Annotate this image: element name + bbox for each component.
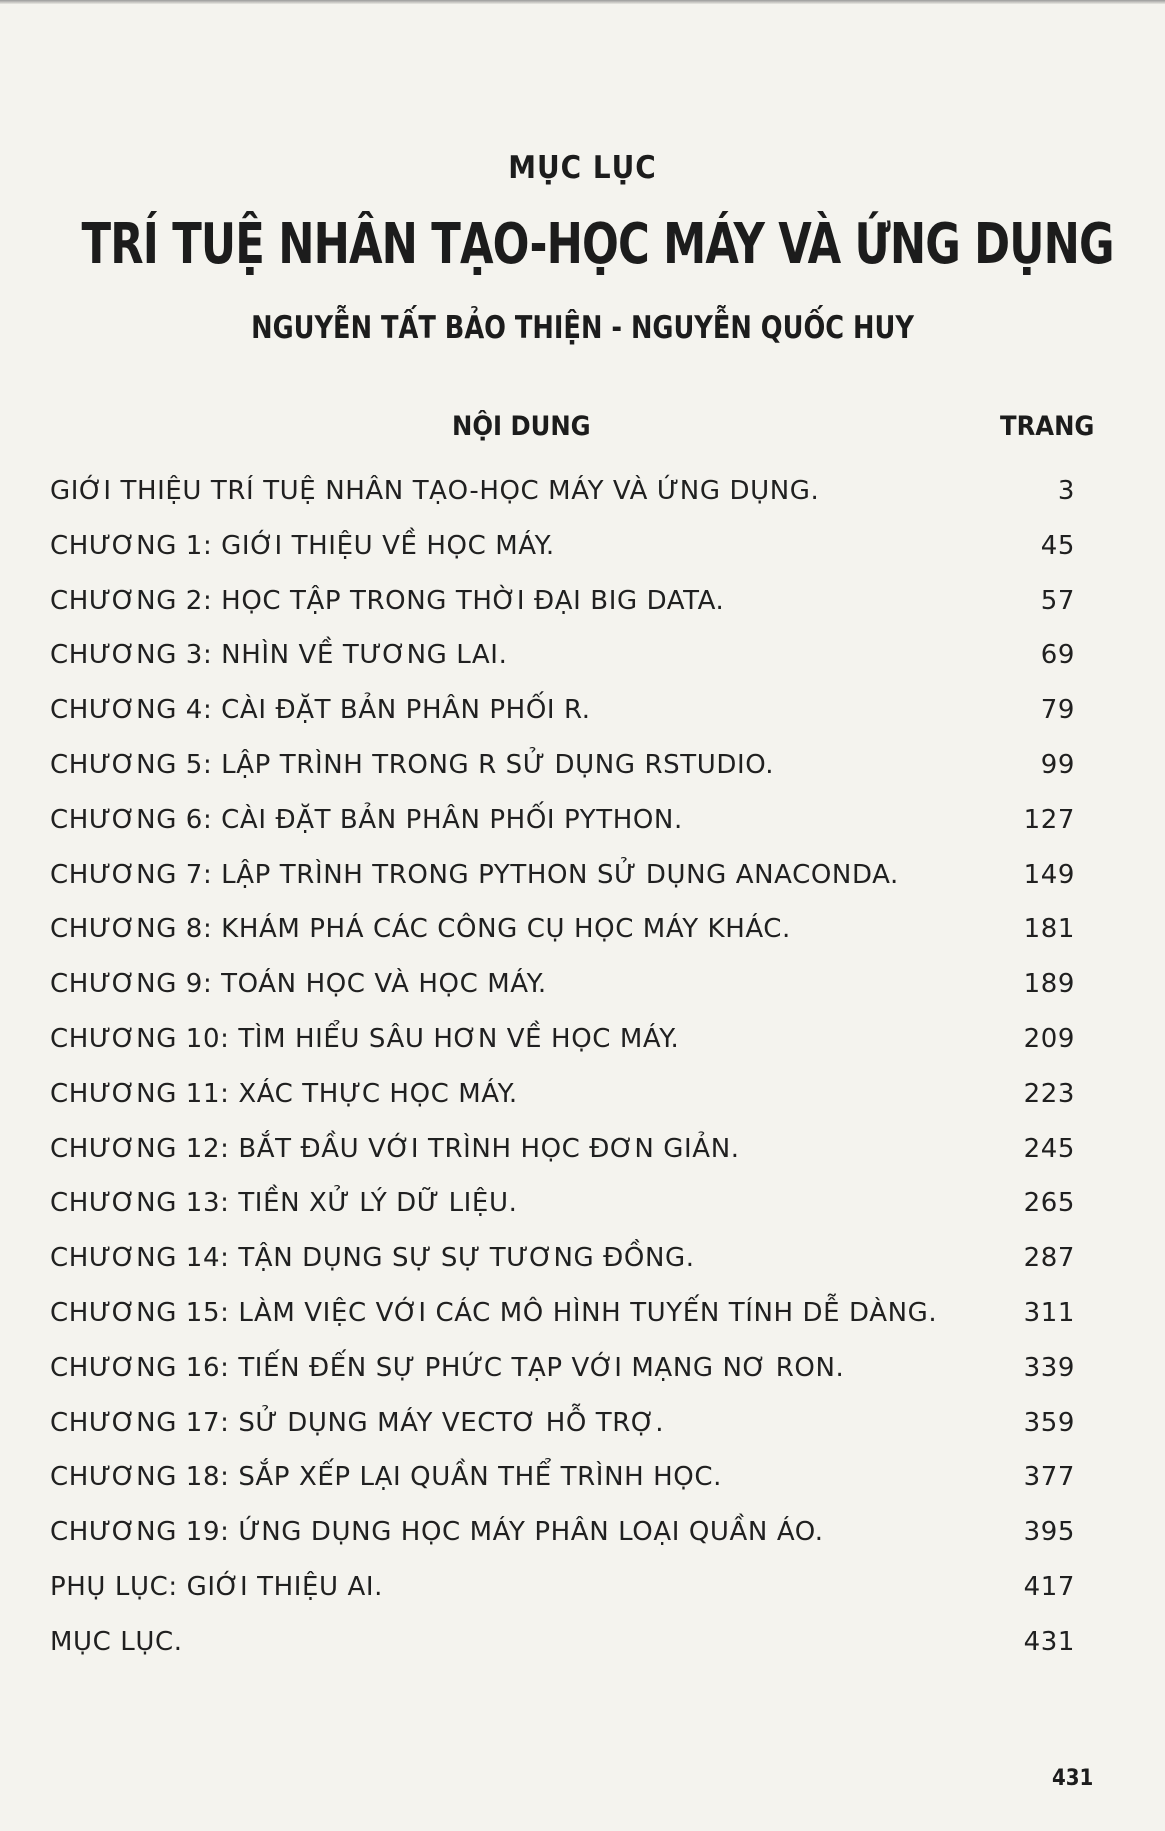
toc-entry-title: MỤC LỤC. [50,1626,183,1657]
toc-entry-title: CHƯƠNG 16: TIẾN ĐẾN SỰ PHỨC TẠP VỚI MẠNG NƠ RON. [50,1352,845,1383]
toc-entry-page: 395 [1023,1517,1075,1548]
toc-entry [50,1134,1075,1189]
toc-entry [50,695,1075,750]
toc-entry-title: CHƯƠNG 13: TIỀN XỬ LÝ DỮ LIỆU. [50,1188,518,1219]
toc-entry-title: CHƯƠNG 11: XÁC THỰC HỌC MÁY. [50,1078,518,1109]
toc-entry [50,1243,1075,1298]
toc-entry [50,914,1075,969]
toc-entry-page: 149 [1023,859,1075,890]
toc-entry [50,531,1075,586]
toc-entry [50,586,1075,641]
toc-entry-page: 287 [1023,1243,1075,1274]
toc-entry-page: 431 [1023,1626,1075,1657]
toc-entry [50,1517,1075,1572]
book-authors: NGUYỄN TẤT BẢO THIỆN - NGUYỄN QUỐC HUY [251,310,914,346]
toc-entry-page: 209 [1023,1023,1075,1054]
toc-entry-page: 45 [1040,530,1075,561]
toc-entry [50,860,1075,915]
toc-entry [50,1298,1075,1353]
page-top-edge [0,0,1165,4]
toc-entry-title: CHƯƠNG 14: TẬN DỤNG SỰ SỰ TƯƠNG ĐỒNG. [50,1243,695,1274]
toc-entry [50,969,1075,1024]
toc-entry-page: 181 [1023,914,1075,945]
toc-entry-title: CHƯƠNG 19: ỨNG DỤNG HỌC MÁY PHÂN LOẠI QUẦN ÁO. [50,1517,824,1548]
toc-entry [50,750,1075,805]
toc-entry-title: CHƯƠNG 6: CÀI ĐẶT BẢN PHÂN PHỐI PYTHON. [50,804,683,835]
toc-entry-title: CHƯƠNG 8: KHÁM PHÁ CÁC CÔNG CỤ HỌC MÁY KHÁC. [50,914,791,945]
toc-entry-title: CHƯƠNG 10: TÌM HIỂU SÂU HƠN VỀ HỌC MÁY. [50,1023,680,1054]
toc-entry [50,1462,1075,1517]
toc-entry-page: 57 [1040,585,1075,616]
toc-entry-page: 339 [1023,1352,1075,1383]
toc-entry-page: 377 [1023,1462,1075,1493]
toc-entry [50,1079,1075,1134]
toc-entry [50,1572,1075,1627]
toc-entry-page: 245 [1023,1133,1075,1164]
toc-entry-title: CHƯƠNG 5: LẬP TRÌNH TRONG R SỬ DỤNG RSTUDIO. [50,749,775,780]
toc-entry [50,1353,1075,1408]
toc-entry-page: 99 [1040,749,1075,780]
toc-entry-page: 79 [1040,695,1075,726]
toc-entry [50,1408,1075,1463]
toc-entry-title: GIỚI THIỆU TRÍ TUỆ NHÂN TẠO-HỌC MÁY VÀ ỨNG DỤNG. [50,476,820,506]
toc-entry-page: 189 [1023,969,1075,1000]
toc-entry-title: CHƯƠNG 15: LÀM VIỆC VỚI CÁC MÔ HÌNH TUYẾN TÍNH DỄ DÀNG. [50,1297,938,1328]
toc-entry-title: CHƯƠNG 7: LẬP TRÌNH TRONG PYTHON SỬ DỤNG ANACONDA. [50,859,899,890]
toc-entry-title: CHƯƠNG 3: NHÌN VỀ TƯƠNG LAI. [50,640,508,671]
section-label: MỤC LỤC [508,150,657,186]
toc-entry-title: CHƯƠNG 18: SẮP XẾP LẠI QUẦN THỂ TRÌNH HỌC. [50,1462,722,1493]
toc-entry-title: CHƯƠNG 4: CÀI ĐẶT BẢN PHÂN PHỐI R. [50,695,591,726]
toc-entry-title: CHƯƠNG 12: BẮT ĐẦU VỚI TRÌNH HỌC ĐƠN GIẢN. [50,1133,740,1164]
toc-entry [50,1024,1075,1079]
column-header-page: TRANG [1000,411,1095,442]
toc-entry-title: CHƯƠNG 9: TOÁN HỌC VÀ HỌC MÁY. [50,969,547,1000]
toc-entry-page: 3 [1057,476,1075,506]
toc-entry-page: 311 [1023,1297,1075,1328]
toc-entry-page: 417 [1023,1571,1075,1602]
toc-entry-page: 359 [1023,1407,1075,1438]
column-header-content: NỘI DUNG [452,411,591,442]
toc-entry [50,805,1075,860]
toc-entry-title: CHƯƠNG 2: HỌC TẬP TRONG THỜI ĐẠI BIG DATA. [50,585,725,616]
toc-entry [50,640,1075,695]
toc-entry [50,1188,1075,1243]
toc-entry-title: CHƯƠNG 17: SỬ DỤNG MÁY VECTƠ HỖ TRỢ. [50,1407,665,1438]
table-of-contents [50,476,1075,1682]
book-title: TRÍ TUỆ NHÂN TẠO-HỌC MÁY VÀ ỨNG DỤNG [81,212,1114,277]
toc-entry-page: 69 [1040,640,1075,671]
toc-entry [50,476,1075,531]
toc-entry-page: 265 [1023,1188,1075,1219]
toc-entry-title: PHỤ LỤC: GIỚI THIỆU AI. [50,1571,384,1602]
toc-entry [50,1627,1075,1682]
toc-entry-page: 127 [1023,804,1075,835]
page-number: 431 [1052,1766,1094,1791]
toc-entry-title: CHƯƠNG 1: GIỚI THIỆU VỀ HỌC MÁY. [50,530,555,561]
toc-entry-page: 223 [1023,1078,1075,1109]
